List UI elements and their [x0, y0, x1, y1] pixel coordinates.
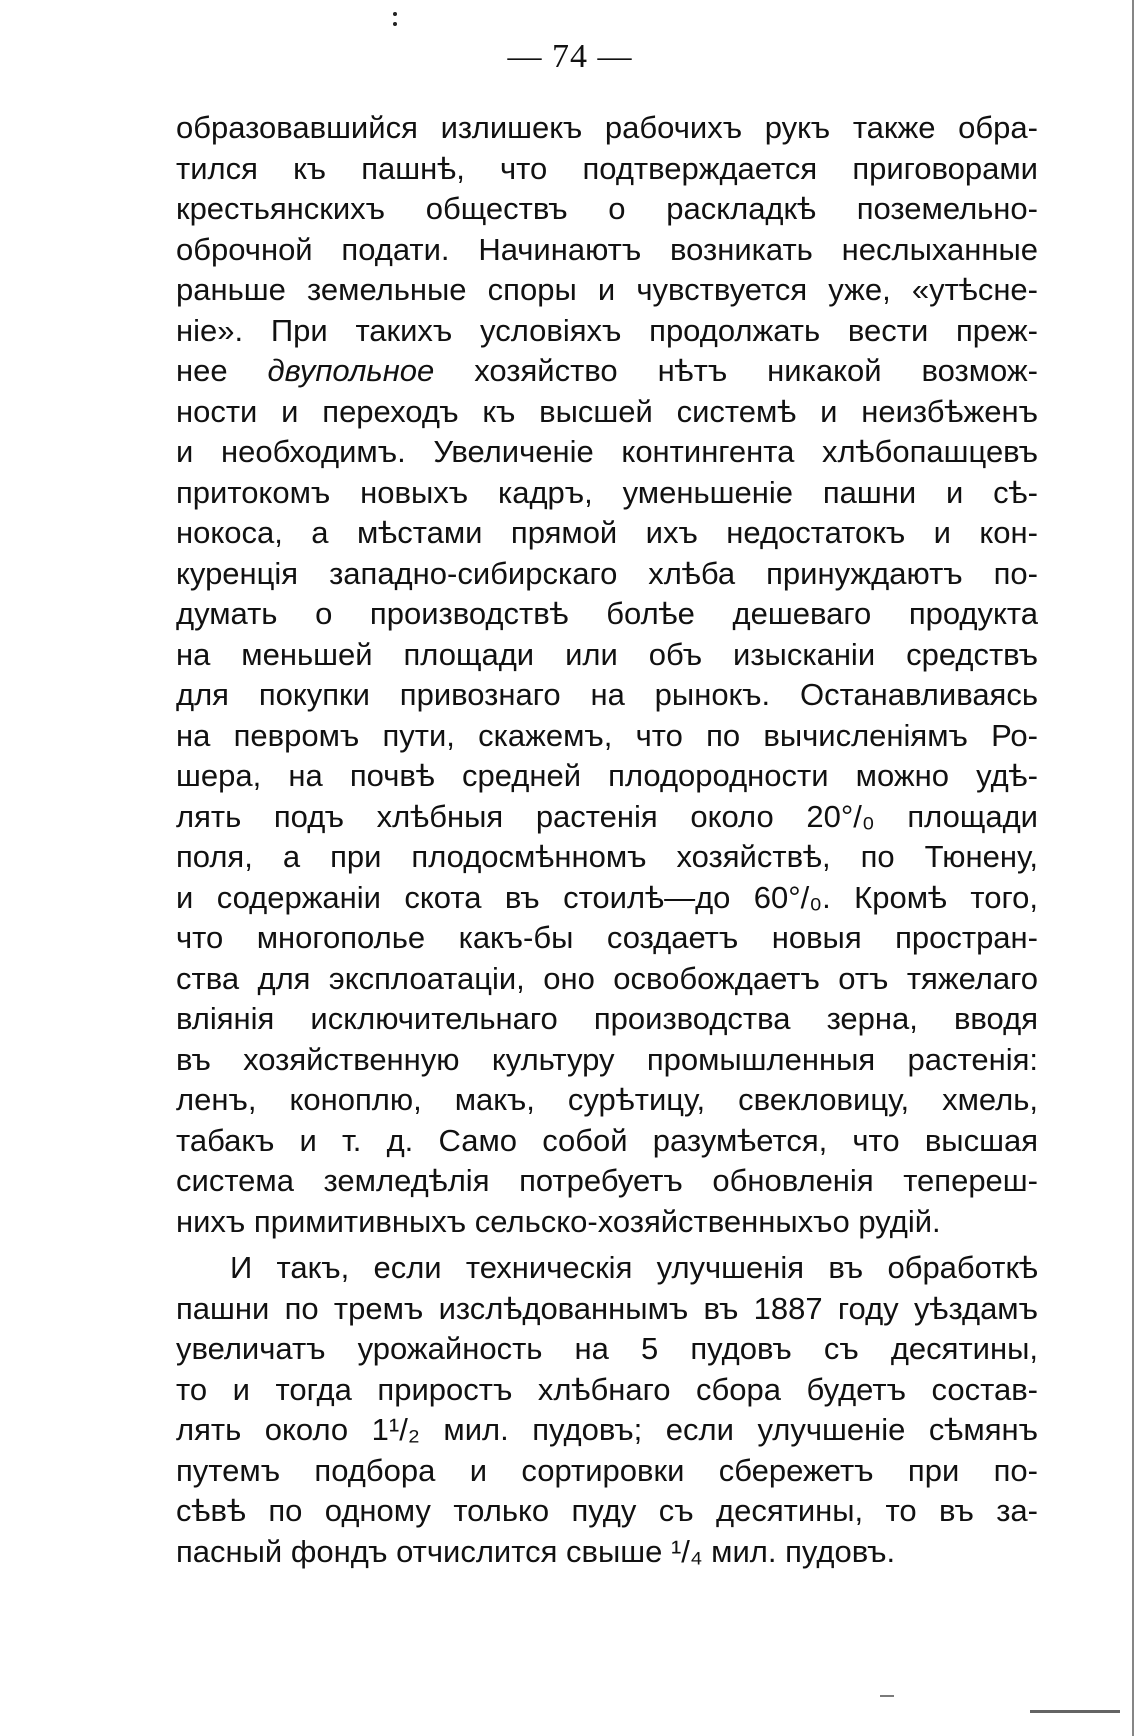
text-line: И такъ, если техническiя улучшенiя въ обработкѣ: [230, 1250, 1038, 1285]
paragraph-1: [176, 108, 1038, 1242]
text-line: въ хозяйственную культуру промышленныя растенiя:: [176, 1041, 1038, 1077]
text-line: крестьянскихъ обществъ о раскладкѣ поземельно-: [176, 191, 1038, 226]
text-line: притокомъ новыхъ кадръ, уменьшенiе пашни и сѣ-: [176, 474, 1038, 510]
text-segment: нее: [176, 353, 268, 388]
text-line: на меньшей площади или объ изысканiи средствъ: [176, 636, 1038, 672]
text-line: нихъ примитивныхъ сельско-хозяйственныхъо рудiй.: [176, 1203, 941, 1239]
text-line: оброчной подати. Начинаютъ возникать неслыханные: [176, 231, 1038, 267]
text-line: нокоса, а мѣстами прямой ихъ недостатокъ и кон-: [176, 515, 1038, 550]
text-line: система земледѣлiя потребуетъ обновленiя тепереш-: [176, 1163, 1038, 1198]
text-line: шера, на почвѣ средней плодородности можно удѣ-: [176, 758, 1038, 793]
text-line: для покупки привознаго на рынокъ. Останавливаясь: [176, 677, 1038, 712]
body-text: [176, 108, 1038, 1572]
text-line: увеличатъ урожайность на 5 пудовъ съ десятины,: [176, 1331, 1038, 1366]
text-line: ленъ, коноплю, макъ, сурѣтицу, свекловицу, хмель,: [176, 1082, 1038, 1117]
text-line: табакъ и т. д. Само собой разумѣется, что высшая: [176, 1122, 1038, 1158]
text-line: и содержанiи скота въ стоилѣ—до 60°/₀. Кромѣ того,: [176, 879, 1038, 915]
text-line: на певромъ пути, скажемъ, что по вычисленiямъ Ро-: [176, 717, 1038, 753]
text-line: ства для эксплоатацiи, оно освобождаетъ отъ тяжелаго: [176, 960, 1038, 996]
page-number: — 74 —: [507, 38, 633, 75]
paragraph-2: [176, 1248, 1038, 1572]
text-line: [176, 351, 1038, 392]
scan-mark: [393, 12, 397, 16]
text-line: куренцiя западно-сибирскаго хлѣба принуждаютъ по-: [176, 555, 1038, 591]
scan-mark: [1030, 1710, 1120, 1713]
text-line: тился къ пашнѣ, что подтверждается приговорами: [176, 150, 1038, 186]
text-line: раньше земельные споры и чувствуется уже, «утѣсне-: [176, 272, 1038, 307]
text-line: пасный фондъ отчислится свыше ¹/₄ мил. пудовъ.: [176, 1533, 896, 1569]
text-line: путемъ подбора и сортировки сбережетъ при по-: [176, 1452, 1038, 1488]
text-line: поля, а при плодосмѣнномъ хозяйствѣ, по Тюнену,: [176, 839, 1038, 874]
text-line: думать о производствѣ болѣе дешеваго продукта: [176, 596, 1038, 631]
emphasized-word: двупольное: [267, 353, 435, 388]
scan-mark: [880, 1695, 894, 1697]
text-line: образовавшийся излишекъ рабочихъ рукъ также обра-: [176, 110, 1038, 145]
text-line: то и тогда приростъ хлѣбнаго сбора будетъ состав-: [176, 1371, 1038, 1407]
scan-mark: [393, 22, 397, 26]
text-line: ности и переходъ къ высшей системѣ и неизбѣженъ: [176, 393, 1038, 429]
text-line: нiе». При такихъ условiяхъ продолжать вести преж-: [176, 312, 1038, 348]
text-line: лять подъ хлѣбныя растенiя около 20°/₀ площади: [176, 798, 1038, 834]
text-segment: хозяйство нѣтъ никакой возмож-: [434, 353, 1038, 388]
text-line: влiянiя исключительнаго производства зерна, вводя: [176, 1001, 1038, 1036]
text-line: лять около 1¹/₂ мил. пудовъ; если улучшенiе сѣмянъ: [176, 1412, 1038, 1447]
scan-edge-line: [1132, 0, 1134, 1736]
text-line: что многополье какъ-бы создаетъ новыя простран-: [176, 920, 1038, 955]
text-line: сѣвѣ по одному только пуду съ десятины, то въ за-: [176, 1493, 1038, 1528]
text-line: пашни по тремъ изслѣдованнымъ въ 1887 году уѣздамъ: [176, 1290, 1038, 1326]
text-line: и необходимъ. Увеличенiе контингента хлѣбопашцевъ: [176, 434, 1038, 469]
